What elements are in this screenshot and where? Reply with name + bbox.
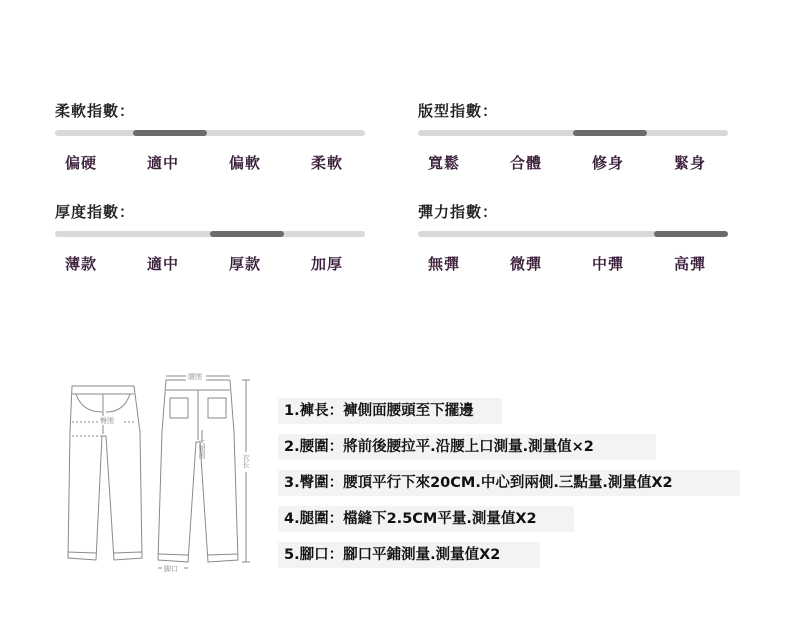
hem-label: 脚口 [164,565,178,573]
fit-option: 緊身 [674,154,707,172]
measurement-list [278,396,758,576]
thickness-index-fill [210,231,284,237]
measurement-item [278,540,758,576]
elasticity-option: 微彈 [510,255,543,273]
measurement-text: 4.腿圍：檔縫下2.5CM平量.測量值X2 [284,511,537,527]
hip-label: 臀围 [100,417,114,425]
thickness-index [55,201,365,273]
softness-index [55,100,365,172]
thickness-option: 厚款 [229,255,262,273]
measurement-text: 3.臀圍：腰頂平行下來20CM.中心到兩側.三點量.測量值X2 [284,475,673,491]
softness-option: 偏軟 [229,154,262,172]
measurement-item [278,396,758,432]
elasticity-index-title: 彈力指數： [418,203,499,221]
measurement-text: 5.腳口：腳口平鋪測量.測量值X2 [284,547,501,563]
softness-option: 偏硬 [65,154,98,172]
pants-measurement-diagram [62,372,272,577]
waist-label: 腰围 [188,373,202,381]
front-pants-outline [68,386,142,560]
softness-option: 柔軟 [311,154,344,172]
thickness-index-title: 厚度指數： [55,203,136,221]
elasticity-option: 高彈 [674,255,707,273]
length-label: 衣长 [242,454,250,468]
fit-index-fill [573,130,647,136]
fit-index [418,100,728,172]
thigh-label: 大腿围 [198,438,206,459]
elasticity-option: 中彈 [592,255,625,273]
thickness-option: 適中 [147,255,180,273]
elasticity-index [418,201,728,273]
elasticity-index-track [418,231,728,237]
elasticity-index-fill [654,231,728,237]
elasticity-option: 無彈 [428,255,461,273]
softness-index-track [55,130,365,136]
measurement-item [278,468,758,504]
softness-index-fill [133,130,207,136]
measurement-text: 1.褲長：褲側面腰頭至下擺邊 [284,403,474,419]
measurement-item [278,432,758,468]
fit-index-title: 版型指數： [418,102,499,120]
fit-option: 寬鬆 [428,154,461,172]
softness-option: 適中 [147,154,180,172]
measurement-text: 2.腰圍：將前後腰拉平.沿腰上口測量.測量值×2 [284,439,594,455]
measurement-item [278,504,758,540]
thickness-option: 加厚 [311,255,344,273]
thickness-index-track [55,231,365,237]
fit-option: 合體 [510,154,543,172]
thickness-option: 薄款 [65,255,98,273]
fit-option: 修身 [592,154,625,172]
softness-index-title: 柔軟指數： [55,102,136,120]
fit-index-track [418,130,728,136]
